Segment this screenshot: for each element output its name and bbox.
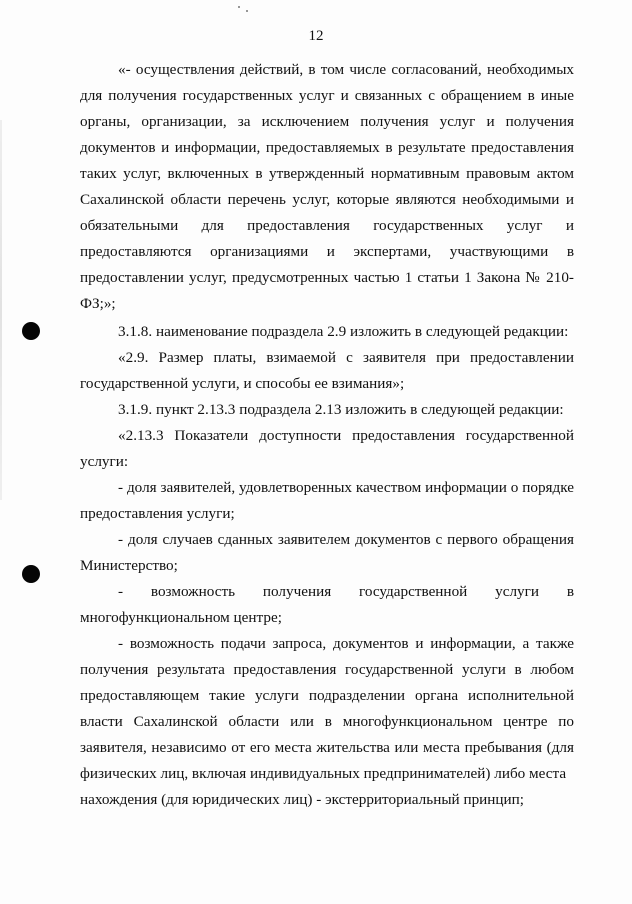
text-line: «- осуществления действий, в том числе согласований, необходимых: [118, 61, 574, 78]
text-line: - доля заявителей, удовлетворенных качеством информации о порядке: [118, 479, 574, 496]
text-line: документов и информации, предоставляемых в результате предоставления: [80, 139, 574, 156]
text-line: ФЗ;»;: [80, 295, 116, 312]
text-word: и: [326, 243, 335, 260]
text-word: государственной: [359, 583, 468, 600]
text-word: в: [566, 243, 574, 260]
text-line: Сахалинской области перечень услуг, которые являются необходимыми и: [80, 191, 574, 208]
text-line: органы, организации, за исключением получения услуг и получения: [80, 113, 574, 130]
text-word: участвующими: [449, 243, 549, 260]
text-line: «2.13.3 Показатели доступности предоставления государственной: [118, 427, 574, 444]
text-word: возможность: [150, 583, 236, 600]
text-word: экспертами,: [353, 243, 432, 260]
punch-hole-icon: [22, 565, 40, 583]
text-line: [80, 216, 574, 236]
text-word: обязательными: [80, 217, 179, 234]
scan-speck: [238, 6, 240, 8]
text-word: предоставления: [247, 217, 350, 234]
text-word: и: [565, 217, 574, 234]
text-line: заявителя, независимо от его места жительства или места пребывания (для: [80, 739, 574, 756]
text-word: услуги: [495, 583, 539, 600]
text-line: государственной услуги, и способы ее взимания»;: [80, 375, 405, 392]
text-line: власти Сахалинской области или в многофункциональном центре по: [80, 713, 574, 730]
text-line: получения результата предоставления государственной услуги в любом: [80, 661, 574, 678]
text-line: предоставлении услуг, предусмотренных частью 1 статьи 1 Закона № 210-: [80, 269, 574, 286]
text-word: для: [201, 217, 224, 234]
text-word: предоставляются: [80, 243, 192, 260]
text-word: получения: [262, 583, 332, 600]
text-line: предоставления услуги;: [80, 505, 235, 522]
text-line: для получения государственных услуг и связанных с обращением в иные: [80, 87, 574, 104]
text-line: - доля случаев сданных заявителем документов с первого обращения: [118, 531, 574, 548]
text-line: предоставляющем такие услуги подразделении органа исполнительной: [80, 687, 574, 704]
text-line: физических лиц, включая индивидуальных предпринимателей) либо места: [80, 765, 567, 782]
text-line: «2.9. Размер платы, взимаемой с заявителя при предоставлении: [118, 349, 574, 366]
text-line: [118, 582, 574, 602]
text-line: многофункциональном центре;: [80, 609, 282, 626]
text-word: государственных: [373, 217, 484, 234]
text-word: услуг: [506, 217, 543, 234]
text-line: таких услуг, включенных в утвержденный нормативным правовым актом: [80, 165, 574, 182]
scan-edge-shadow: [0, 120, 2, 500]
text-word: -: [118, 583, 124, 600]
scan-speck: [246, 10, 248, 12]
text-word: в: [566, 583, 574, 600]
page-number: 12: [308, 28, 324, 44]
text-line: Министерство;: [80, 557, 178, 574]
text-line: 3.1.9. пункт 2.13.3 подраздела 2.13 изложить в следующей редакции:: [118, 401, 564, 418]
punch-hole-icon: [22, 322, 40, 340]
text-line: - возможность подачи запроса, документов и информации, а также: [118, 635, 574, 652]
text-line: 3.1.8. наименование подраздела 2.9 изложить в следующей редакции:: [118, 323, 569, 340]
text-line: нахождения (для юридических лиц) - экстерриториальный принцип;: [80, 791, 525, 808]
text-word: организациями: [210, 243, 309, 260]
text-line: услуги:: [80, 453, 129, 470]
text-line: [80, 242, 574, 262]
